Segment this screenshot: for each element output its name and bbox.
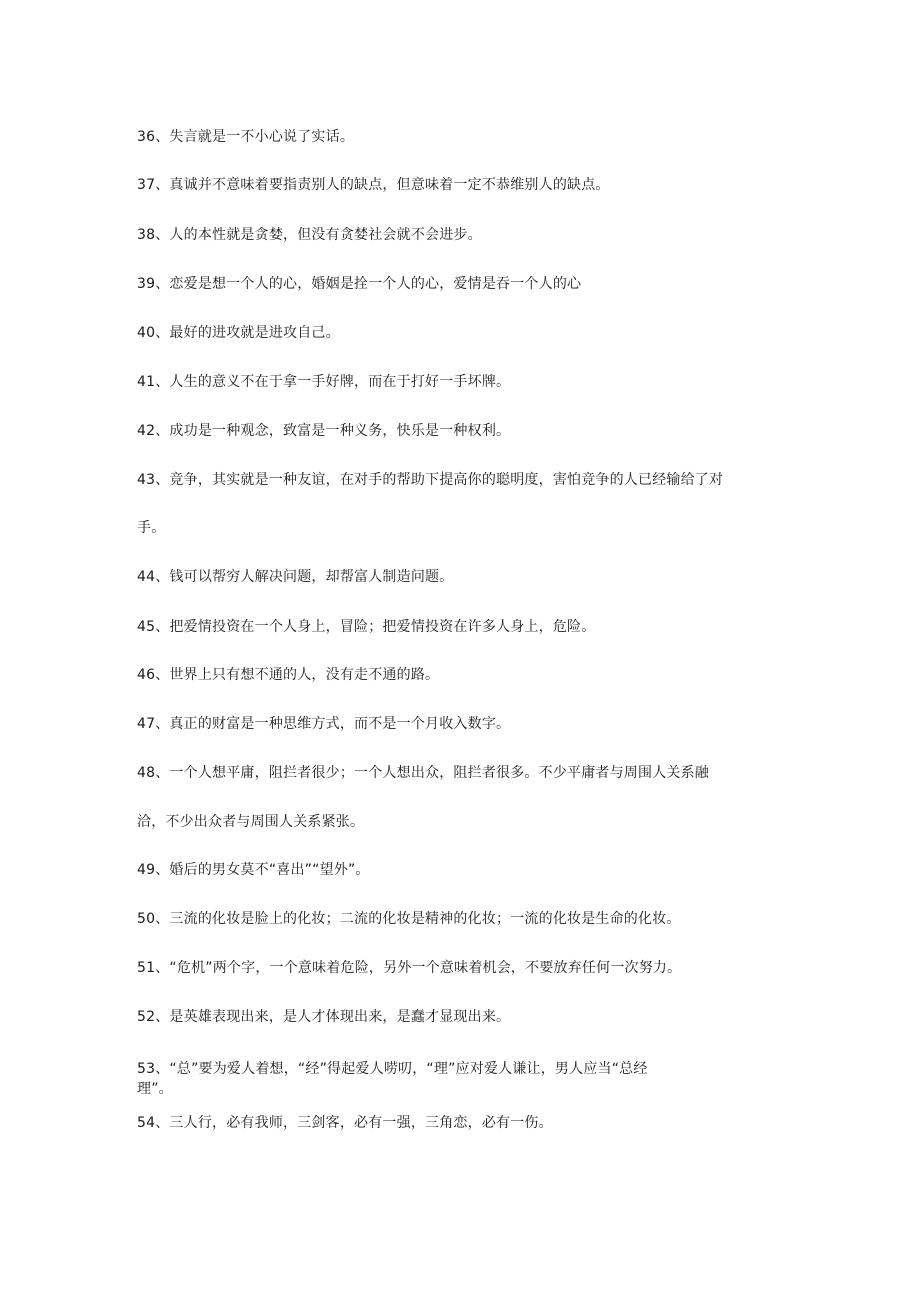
quote-43-continuation: 手。 [137,520,166,536]
quote-45: 45、把爱情投资在一个人身上，冒险；把爱情投资在许多人身上，危险。 [137,619,596,635]
quote-52: 52、是英雄表现出来，是人才体现出来，是蠢才显现出来。 [137,1009,511,1025]
quote-46: 46、世界上只有想不通的人，没有走不通的路。 [137,667,440,683]
quote-53: 53、“总”要为爱人着想，“经”得起爱人唠叨，“理”应对爱人谦让，男人应当“总经 [137,1061,648,1077]
quote-44: 44、钱可以帮穷人解决问题，却帮富人制造问题。 [137,569,454,585]
quote-37: 37、真诚并不意味着要指责别人的缺点，但意味着一定不恭维别人的缺点。 [137,177,610,193]
quote-38: 38、人的本性就是贪婪，但没有贪婪社会就不会进步。 [137,227,482,243]
quote-49: 49、婚后的男女莫不“喜出”“望外”。 [137,862,370,878]
quote-48: 48、一个人想平庸，阻拦者很少；一个人想出众，阻拦者很多。不少平庸者与周围人关系融 [137,765,710,781]
quote-40: 40、最好的进攻就是进攻自己。 [137,325,340,341]
quote-50: 50、三流的化妆是脸上的化妆；二流的化妆是精神的化妆；一流的化妆是生命的化妆。 [137,911,681,927]
quote-42: 42、成功是一种观念，致富是一种义务，快乐是一种权利。 [137,423,511,439]
quote-41: 41、人生的意义不在于拿一手好牌，而在于打好一手坏牌。 [137,374,511,390]
quote-43: 43、竞争，其实就是一种友谊，在对手的帮助下提高你的聪明度，害怕竞争的人已经输给了对 [137,472,724,488]
quote-39: 39、恋爱是想一个人的心，婚姻是拴一个人的心，爱情是吞一个人的心 [137,276,582,292]
quote-54: 54、三人行，必有我师，三剑客，必有一强，三角恋，必有一伤。 [137,1115,553,1131]
quote-51: 51、“危机”两个字，一个意味着危险，另外一个意味着机会，不要放弃任何一次努力。 [137,960,682,976]
quote-53-continuation: 理”。 [137,1081,173,1097]
quote-36: 36、失言就是一不小心说了实话。 [137,129,355,145]
quote-48-continuation: 洽，不少出众者与周围人关系紧张。 [137,814,365,830]
quote-47: 47、真正的财富是一种思维方式，而不是一个月收入数字。 [137,716,511,732]
